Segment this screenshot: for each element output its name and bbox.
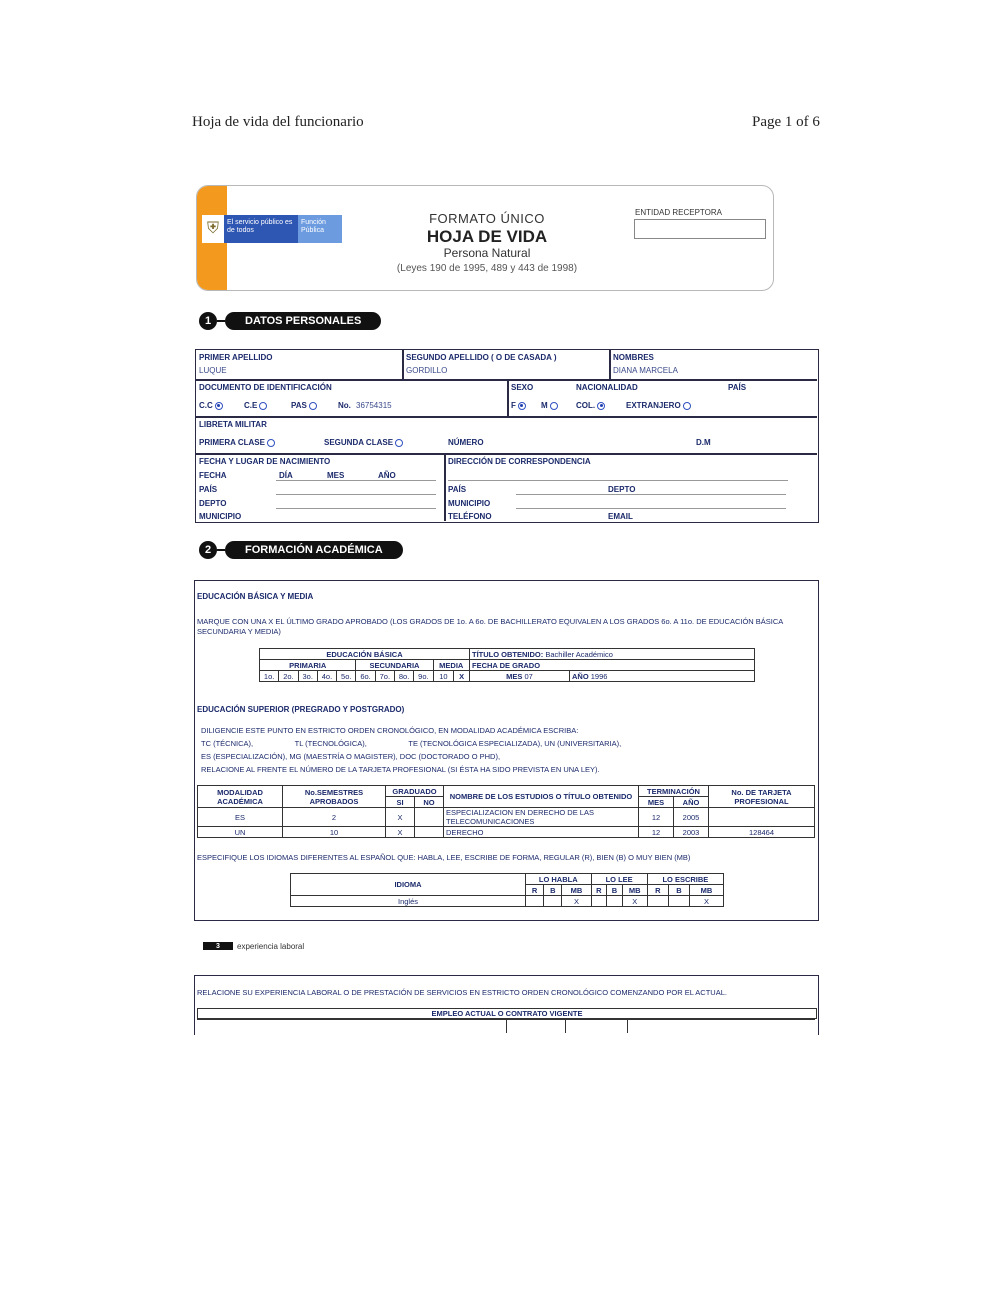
cell-nombre[interactable]: DERECHO [444,827,639,838]
form-subtitle: Persona Natural [443,246,531,260]
military-dm-label: D.M [696,438,711,447]
grade-cell[interactable]: 5o. [337,671,356,682]
id-number-value[interactable]: 36754315 [356,401,392,410]
col-b: B [668,885,689,896]
radio-icon [259,402,267,410]
grade-cell[interactable]: 7o. [375,671,394,682]
col-lee: LO LEE [591,874,647,885]
coat-of-arms-icon: ⛨ [202,215,224,243]
higher-education-title: EDUCACIÓN SUPERIOR (PREGRADO Y POSTGRADO) [197,705,405,714]
edu-basic-header: EDUCACIÓN BÁSICA [260,649,470,660]
cell-level[interactable]: X [690,896,724,907]
cell-si[interactable]: X [386,827,415,838]
sex-option-f[interactable]: F [511,401,526,410]
cell-tarjeta[interactable] [709,808,815,827]
military-second-class[interactable]: SEGUNDA CLASE [324,438,403,447]
id-document-label: DOCUMENTO DE IDENTIFICACIÓN [199,383,332,392]
cell-no[interactable] [415,808,444,827]
grad-year-cell[interactable]: AÑO 1996 [570,671,755,682]
birth-dept-label: DEPTO [199,499,227,508]
email-label: EMAIL [608,512,633,521]
cell-semestres[interactable]: 2 [283,808,386,827]
academic-box [194,580,819,921]
col-no: NO [415,797,444,808]
cell-no[interactable] [415,827,444,838]
grade-cell-selected[interactable]: X [454,671,470,682]
birth-month-label: MES [327,471,345,480]
col-semestres: No.SEMESTRES APROBADOS [283,786,386,808]
cell-tarjeta[interactable]: 128464 [709,827,815,838]
col-mb: MB [622,885,647,896]
page-header-title: Hoja de vida del funcionario [192,114,364,130]
table-row [198,808,815,827]
logo-text-1: El servicio público es de todos [224,215,298,243]
section-number: 1 [199,312,217,330]
section-3-heading [203,941,304,951]
id-option-ce[interactable]: C.E [244,401,267,410]
grade-cell[interactable]: 4o. [317,671,336,682]
col-idioma: IDIOMA [291,874,526,896]
radio-icon [683,402,691,410]
phone-label: TELÉFONO [448,512,492,521]
birth-label: FECHA Y LUGAR DE NACIMIENTO [199,457,331,466]
second-surname-label: SEGUNDO APELLIDO ( O DE CASADA ) [406,353,557,362]
section-number: 2 [199,541,217,559]
basic-education-instructions: MARQUE CON UNA X EL ÚLTIMO GRADO APROBADO (LOS GRADOS DE 1o. A 6o. DE BACHILLERATO EQUIVALEN A LOS GRADOS 6o. A 11o. DE EDUCACIÓN BÁSICA SECUNDARIA Y MEDIA) [197,617,783,636]
col-ano: AÑO [674,797,709,808]
first-surname-value[interactable]: LUQUE [199,366,227,375]
radio-icon [550,402,558,410]
col-habla: LO HABLA [526,874,592,885]
cell-level[interactable] [526,896,544,907]
col-mes: MES [639,797,674,808]
government-logo [202,215,350,243]
higher-line: DILIGENCIE ESTE PUNTO EN ESTRICTO ORDEN CRONOLÓGICO, EN MODALIDAD ACADÉMICA ESCRIBA: [201,726,579,735]
section-1-heading [199,311,381,331]
cell-level[interactable] [668,896,689,907]
id-option-cc[interactable]: C.C [199,401,223,410]
cell-semestres[interactable]: 10 [283,827,386,838]
form-header [196,185,774,291]
form-title: HOJA DE VIDA [426,227,548,246]
birth-country-label: PAÍS [199,485,218,494]
nationality-option-foreign[interactable]: EXTRANJERO [626,401,691,410]
military-card-label: LIBRETA MILITAR [199,420,267,429]
col-r: R [526,885,544,896]
military-first-class[interactable]: PRIMERA CLASE [199,438,275,447]
radio-selected-icon [215,402,223,410]
cell-level[interactable] [591,896,607,907]
current-job-header: EMPLEO ACTUAL O CONTRATO VIGENTE [197,1008,817,1019]
experience-instructions: RELACIONE SU EXPERIENCIA LABORAL O DE PRESTACIÓN DE SERVICIOS EN ESTRICTO ORDEN CRONOLÓGICO COMENZANDO POR EL ACTUAL. [197,988,727,997]
primaria-header: PRIMARIA [260,660,356,671]
nationality-option-col[interactable]: COL. [576,401,605,410]
col-tarjeta: No. DE TARJETA PROFESIONAL [709,786,815,808]
cell-modalidad[interactable]: UN [198,827,283,838]
table-row [198,827,815,838]
section-title: experiencia laboral [237,941,305,951]
basic-education-table [259,648,755,682]
cell-level[interactable] [647,896,668,907]
receiving-entity-field[interactable] [634,219,766,239]
secundaria-header: SECUNDARIA [356,660,433,671]
cell-level[interactable] [544,896,562,907]
country-label: PAÍS [728,383,747,392]
grade-cell[interactable]: 6o. [356,671,375,682]
birth-year-label: AÑO [378,471,396,480]
id-number-label: No. [338,401,351,410]
form-title-small: FORMATO ÚNICO [429,211,545,226]
grad-month-cell[interactable]: MES 07 [470,671,570,682]
section-2-heading [199,540,403,560]
col-nombre: NOMBRE DE LOS ESTUDIOS O TÍTULO OBTENIDO [444,786,639,808]
col-r: R [591,885,607,896]
birth-day-label: DÍA [279,471,293,480]
first-surname-label: PRIMER APELLIDO [199,353,273,362]
cell-idioma[interactable]: Inglés [291,896,526,907]
radio-selected-icon [597,402,605,410]
radio-icon [395,439,403,447]
cell-mes[interactable]: 12 [639,827,674,838]
section-title: DATOS PERSONALES [225,312,381,330]
sex-option-m[interactable]: M [541,401,558,410]
nationality-label: NACIONALIDAD [576,383,638,392]
section-title: FORMACIÓN ACADÉMICA [225,541,403,559]
grade-cell[interactable]: 2o. [279,671,298,682]
cell-mes[interactable]: 12 [639,808,674,827]
higher-line: TC (TÉCNICA), TL (TECNOLÓGICA), TE (TECNOLÓGICA ESPECIALIZADA), UN (UNIVERSITARIA), [201,739,622,748]
page-number: Page 1 of 6 [752,114,820,130]
languages-instructions: ESPECIFIQUE LOS IDIOMAS DIFERENTES AL ESPAÑOL QUE: HABLA, LEE, ESCRIBE DE FORMA, REGULAR (R), BIEN (B) O MUY BIEN (MB) [197,853,691,862]
grade-cell[interactable]: 10 [433,671,454,682]
col-b: B [544,885,562,896]
cell-si[interactable]: X [386,808,415,827]
form-law: (Leyes 190 de 1995, 489 y 443 de 1998) [396,263,578,274]
languages-table [290,873,724,907]
receiving-entity-label: ENTIDAD RECEPTORA [635,208,722,217]
names-label: NOMBRES [613,353,654,362]
grade-cell[interactable]: 8o. [394,671,413,682]
experience-box [194,975,819,1035]
cell-nombre[interactable]: ESPECIALIZACION EN DERECHO DE LAS TELECOMUNICACIONES [444,808,639,827]
section-number: 3 [203,942,233,950]
grad-date-header: FECHA DE GRADO [470,660,755,671]
address-dept-label: DEPTO [608,485,636,494]
radio-icon [267,439,275,447]
higher-line: RELACIONE AL FRENTE EL NÚMERO DE LA TARJETA PROFESIONAL (SI ÉSTA HA SIDO PREVISTA EN UNA LEY). [201,765,600,774]
col-graduado: GRADUADO [386,786,444,797]
higher-line: ES (ESPECIALIZACIÓN), MG (MAESTRÍA O MAGISTER), DOC (DOCTORADO O PHD), [201,752,501,761]
col-escribe: LO ESCRIBE [647,874,723,885]
cell-ano[interactable]: 2005 [674,808,709,827]
cell-modalidad[interactable]: ES [198,808,283,827]
col-r: R [647,885,668,896]
col-mb: MB [690,885,724,896]
col-si: SI [386,797,415,808]
basic-education-title: EDUCACIÓN BÁSICA Y MEDIA [197,592,314,601]
address-city-label: MUNICIPIO [448,499,491,508]
address-country-label: PAÍS [448,485,467,494]
cell-ano[interactable]: 2003 [674,827,709,838]
cell-level[interactable] [607,896,623,907]
birth-city-label: MUNICIPIO [199,512,242,521]
radio-selected-icon [518,402,526,410]
logo-text-2: Función Pública [298,215,342,243]
col-mb: MB [562,885,591,896]
personal-data-box [195,349,819,523]
higher-education-table [197,785,815,838]
media-header: MEDIA [433,660,469,671]
sex-label: SEXO [511,383,534,392]
id-option-pas[interactable]: PAS [291,401,317,410]
military-number-label: NÚMERO [448,438,484,447]
grade-cell[interactable]: 3o. [298,671,317,682]
grade-cell[interactable]: 9o. [414,671,433,682]
address-label: DIRECCIÓN DE CORRESPONDENCIA [448,457,591,466]
cell-level[interactable]: X [562,896,591,907]
col-b: B [607,885,623,896]
table-row [291,896,724,907]
second-surname-value[interactable]: GORDILLO [406,366,448,375]
names-value[interactable]: DIANA MARCELA [613,366,678,375]
birth-date-label: FECHA [199,471,227,480]
grade-cell[interactable]: 1o. [260,671,279,682]
cell-level[interactable]: X [622,896,647,907]
col-modalidad: MODALIDAD ACADÉMICA [198,786,283,808]
radio-icon [309,402,317,410]
col-terminacion: TERMINACIÓN [639,786,709,797]
title-obtained-cell: TÍTULO OBTENIDO: Bachiller Académico [470,649,755,660]
